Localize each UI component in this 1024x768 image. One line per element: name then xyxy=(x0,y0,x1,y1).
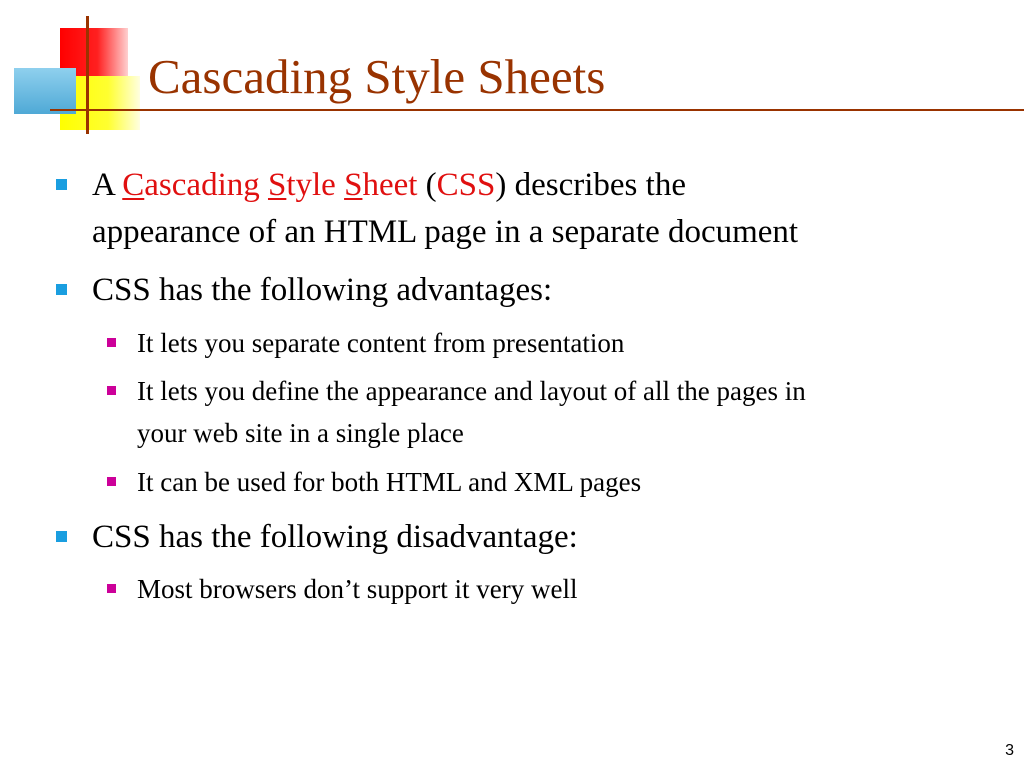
square-subbullet-icon xyxy=(107,477,116,486)
sub-bullet-html-xml xyxy=(137,461,641,503)
sub-bullet-text: It can be used for both HTML and XML pages xyxy=(137,467,642,497)
initial-s-sheet: S xyxy=(344,167,363,203)
slide-title: Cascading Style Sheets xyxy=(148,49,606,104)
decorative-logo xyxy=(0,0,140,140)
title-underline-rule xyxy=(50,109,1024,111)
square-subbullet-icon xyxy=(107,338,116,347)
bullet-text: CSS has the following advantages: xyxy=(92,272,553,308)
word-tyle: tyle xyxy=(286,167,345,203)
deco-vertical-line xyxy=(86,16,89,134)
square-bullet-icon xyxy=(56,531,67,542)
sub-bullet-separate-content xyxy=(137,322,624,364)
initial-c: C xyxy=(122,167,145,203)
bullet-advantages xyxy=(92,268,552,313)
sub-bullet-define-appearance-line2: your web site in a single place xyxy=(137,418,464,448)
word-ascading: ascading xyxy=(144,167,268,203)
square-bullet-icon xyxy=(56,179,67,190)
sub-bullet-text: It lets you define the appearance and layout of all the pages in xyxy=(137,376,806,406)
sub-bullet-text: Most browsers don’t support it very well xyxy=(137,574,578,604)
word-heet: heet xyxy=(362,167,418,203)
sub-bullet-define-appearance xyxy=(137,370,806,412)
bullet-css-definition-line2: appearance of an HTML page in a separate document xyxy=(92,214,799,250)
sub-bullet-browser-support xyxy=(137,568,577,610)
sub-bullet-text: It lets you separate content from presentation xyxy=(137,328,625,358)
square-bullet-icon xyxy=(56,284,67,295)
deco-blue-square xyxy=(14,68,76,114)
page-number: 3 xyxy=(1005,742,1014,759)
square-subbullet-icon xyxy=(107,584,116,593)
paren-open: ( xyxy=(417,167,437,203)
bullet-disadvantage xyxy=(92,515,578,560)
abbr-css: CSS xyxy=(436,167,496,203)
bullet-text-prefix: A xyxy=(92,167,123,203)
square-subbullet-icon xyxy=(107,386,116,395)
bullet-css-definition xyxy=(92,163,686,208)
bullet-text-suffix: ) describes the xyxy=(495,167,686,203)
bullet-text: CSS has the following disadvantage: xyxy=(92,519,578,555)
initial-s-style: S xyxy=(267,167,287,203)
